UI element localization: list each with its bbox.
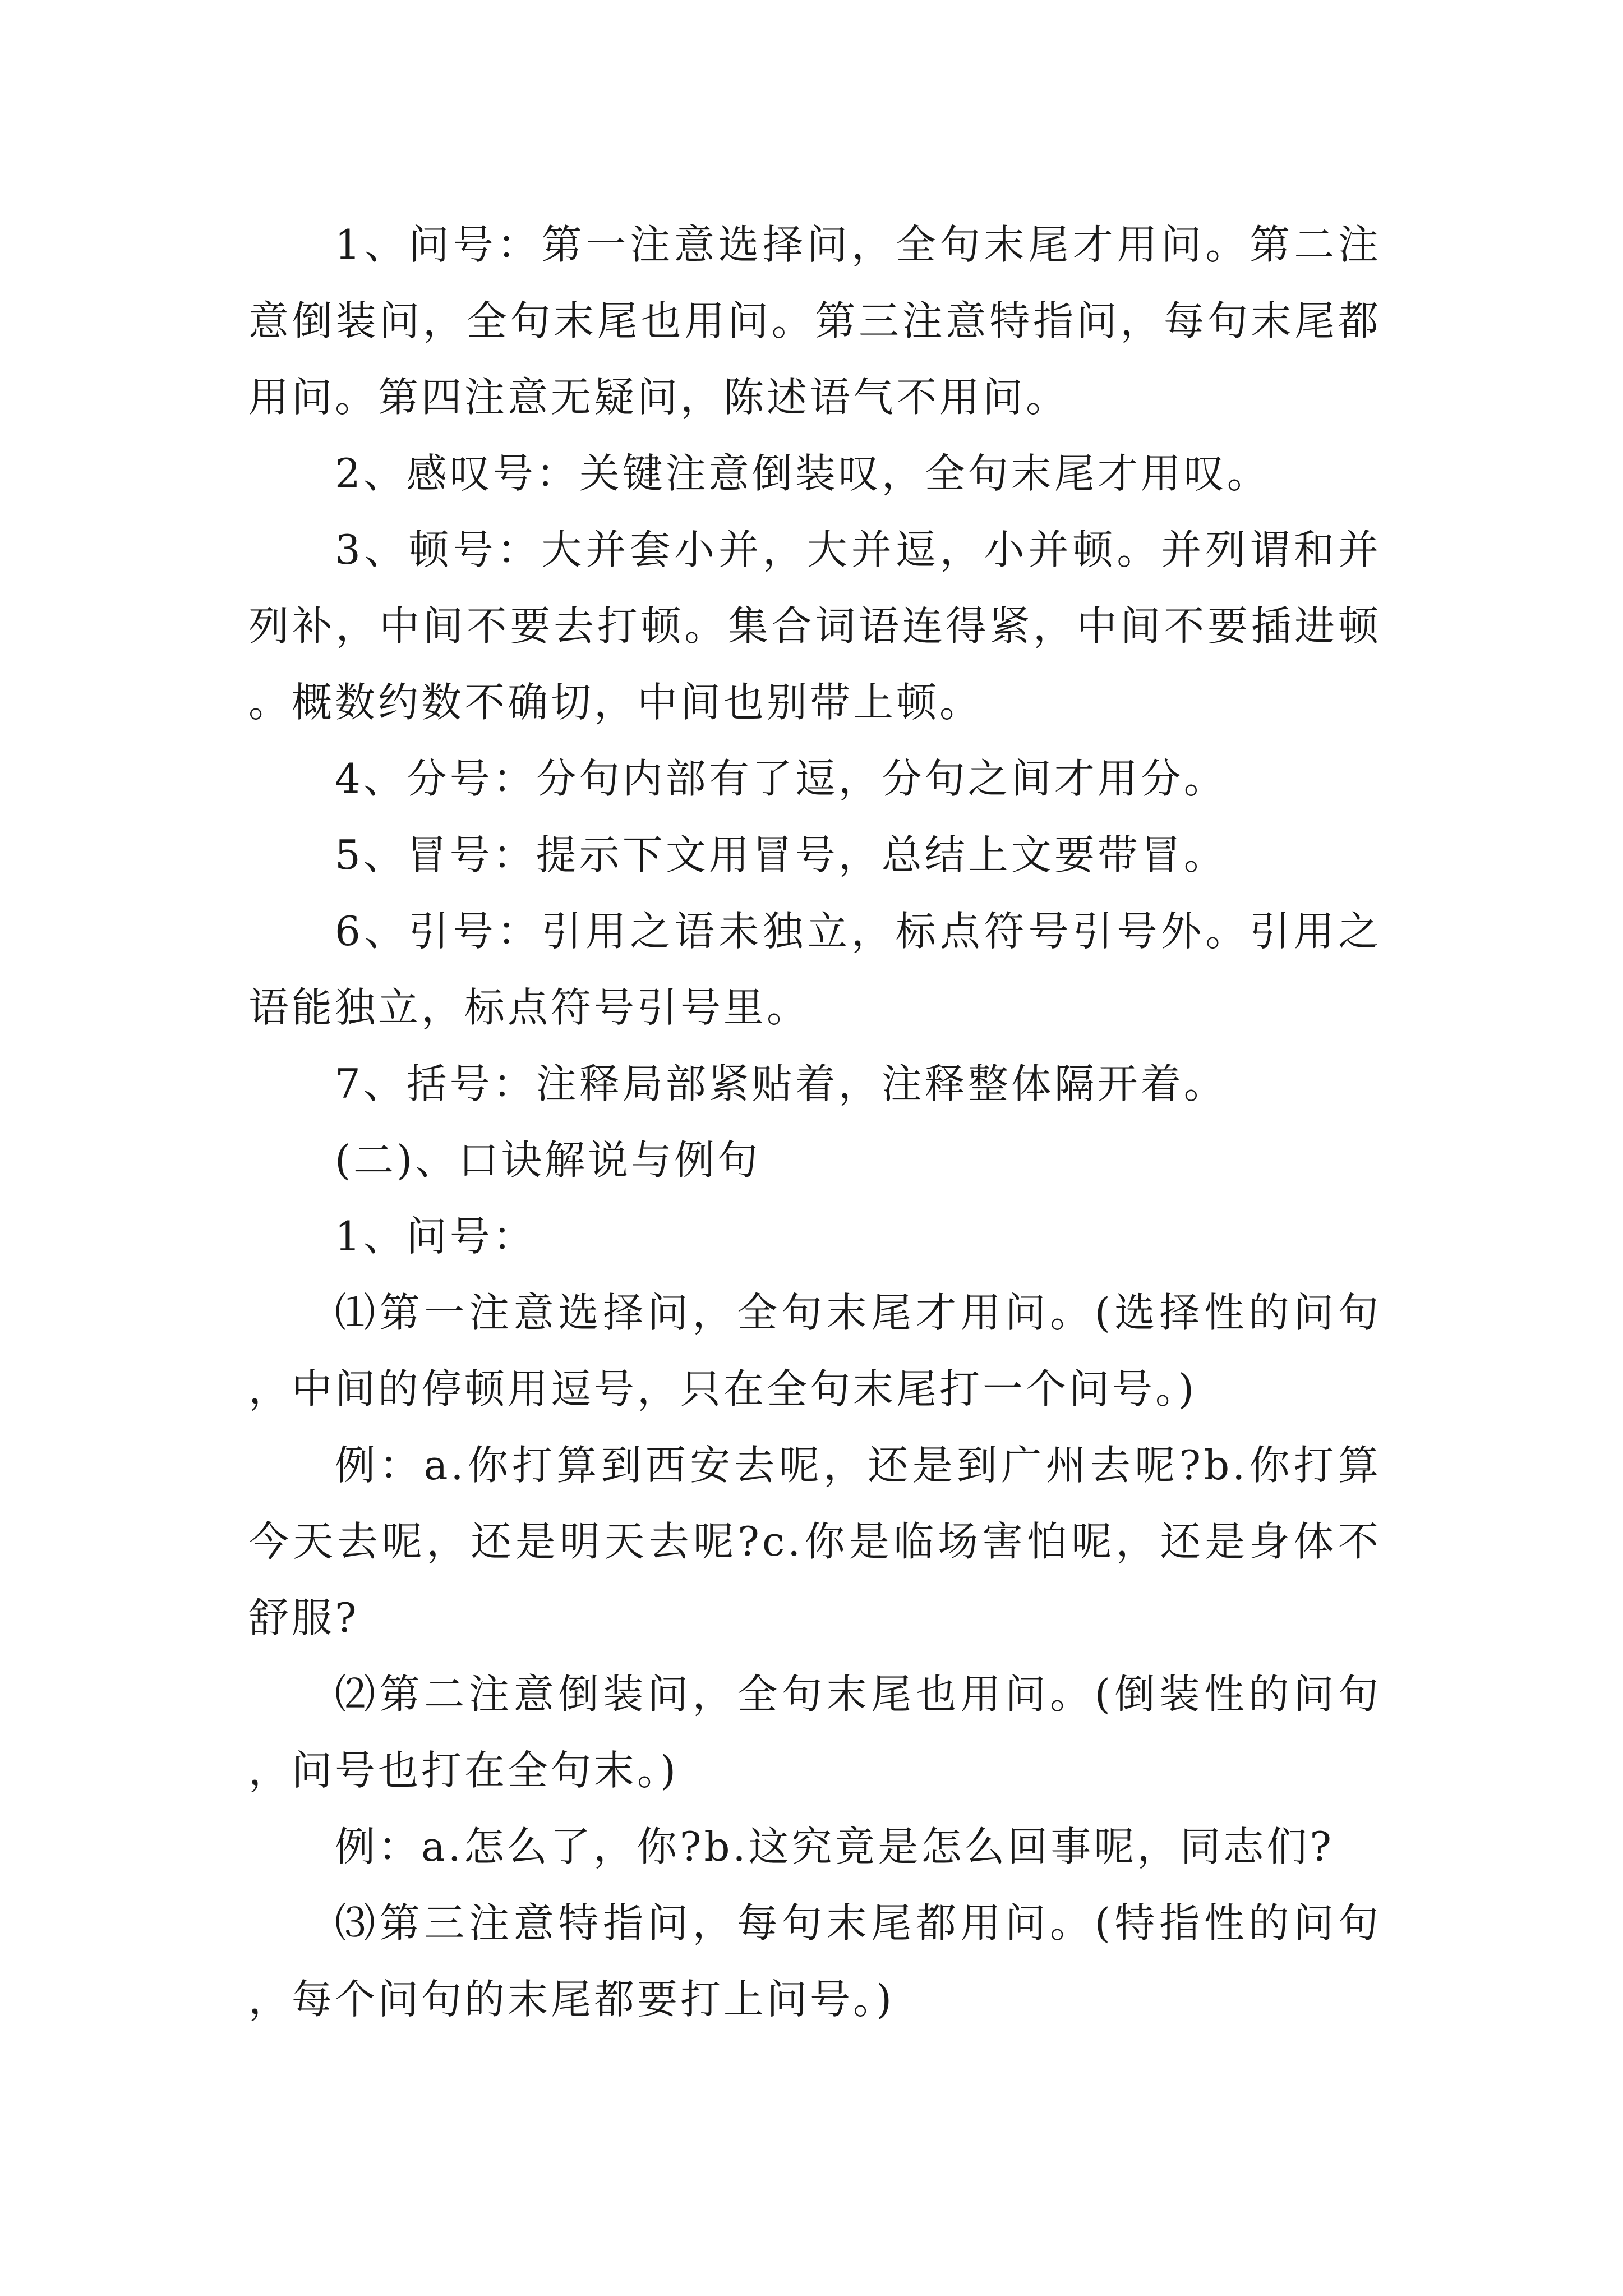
- paragraph-enumeration-comma-rules: 3、顿号：大并套小并，大并逗，小并顿。并列谓和并列补，中间不要去打顿。集合词语连得紧，中间不要插进顿。概数约数不确切，中间也别带上顿。: [248, 526, 1381, 726]
- paragraph-rule-1: ⑴第一注意选择问，全句末尾才用问。(选择性的问句，中间的停顿用逗号，只在全句末尾打一个问号。): [248, 1289, 1381, 1412]
- paragraph-example-2: 例：a.怎么了，你?b.这究竟是怎么回事呢，同志们?: [335, 1823, 1334, 1870]
- paragraph-exclamation-rules: 2、感叹号：关键注意倒装叹，全句末尾才用叹。: [335, 450, 1270, 497]
- paragraph-parenthesis-rules: 7、括号：注释局部紧贴着，注释整体隔开着。: [335, 1060, 1227, 1107]
- subsection-heading-question-mark: 1、问号：: [335, 1213, 536, 1260]
- paragraph-semicolon-rules: 4、分号：分句内部有了逗，分句之间才用分。: [335, 755, 1227, 802]
- paragraph-quotation-rules: 6、引号：引用之语未独立，标点符号引号外。引用之语能独立，标点符号引号里。: [248, 908, 1381, 1031]
- paragraph-rule-3: ⑶第三注意特指问，每句末尾都用问。(特指性的问句，每个问句的末尾都要打上问号。): [248, 1899, 1381, 2023]
- paragraph-rule-2: ⑵第二注意倒装问，全句末尾也用问。(倒装性的问句，问号也打在全句末。): [248, 1671, 1381, 1794]
- paragraph-example-1: 例：a.你打算到西安去呢，还是到广州去呢?b.你打算今天去呢，还是明天去呢?c.你是临场害怕呢，还是身体不舒服?: [248, 1442, 1381, 1641]
- section-heading: (二)、口诀解说与例句: [335, 1137, 761, 1184]
- document-body: [248, 206, 1381, 2037]
- paragraph-question-mark-rules: 1、问号：第一注意选择问，全句末尾才用问。第二注意倒装问，全句末尾也用问。第三注意特指问，每句末尾都用问。第四注意无疑问，陈述语气不用问。: [248, 221, 1381, 421]
- paragraph-colon-rules: 5、冒号：提示下文用冒号，总结上文要带冒。: [335, 831, 1227, 878]
